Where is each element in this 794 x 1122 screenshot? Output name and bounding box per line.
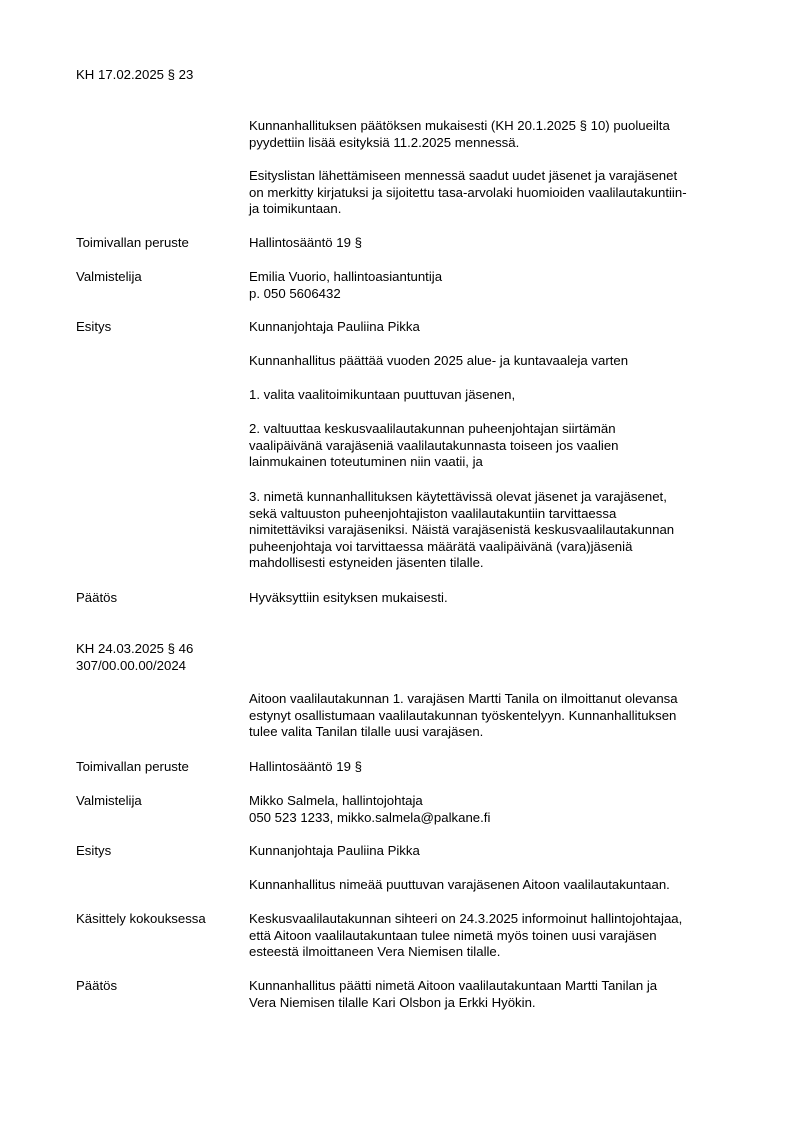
toimivalta-value: Hallintosääntö 19 § [249, 759, 362, 774]
text-line: ja toimikuntaan. [249, 201, 342, 217]
text-line: estynyt osallistumaan vaalilautakunnan työskentelyyn. Kunnanhallituksen [249, 707, 677, 723]
text-line: on merkitty kirjatuksi ja sijoitettu tasa-arvolaki huomioiden vaalilautakuntiin- [249, 184, 687, 200]
text-line: puheenjohtaja voi tarvittaessa määrätä vaalipäivänä (vara)jäseniä [249, 538, 633, 554]
text-line: Kunnanhallitus päätti nimetä Aitoon vaalilautakuntaan Martti Tanilan ja [249, 978, 658, 993]
text-line: Kunnanhallituksen päätöksen mukaisesti (KH 20.1.2025 § 10) puolueilta [249, 118, 670, 133]
valmistelija-label: Valmistelija [76, 793, 142, 808]
section2-header: KH 24.03.2025 § 46 [76, 641, 194, 656]
text-line: Keskusvaalilautakunnan sihteeri on 24.3.2025 informoinut hallintojohtajaa, [249, 911, 683, 926]
paatos-value: Hyväksyttiin esityksen mukaisesti. [249, 590, 448, 605]
text-line: mahdollisesti estyneiden jäsenten tilalle. [249, 555, 484, 571]
text-line: vaalipäivänä varajäseniä vaalilautakunnasta toiseen jos vaalien [249, 437, 619, 453]
text-line: että Aitoon vaalilautakuntaan tulee nimetä myös toinen uusi varajäsen [249, 927, 657, 943]
section2-diary-number: 307/00.00.00/2024 [76, 657, 187, 673]
esitys-value: Kunnanjohtaja Pauliina Pikka [249, 843, 420, 858]
valmistelija-label: Valmistelija [76, 269, 142, 284]
text-line: tulee valita Tanilan tilalle uusi varajäsen. [249, 724, 484, 740]
text-line: Vera Niemisen tilalle Kari Olsbon ja Erkki Hyökin. [249, 994, 536, 1010]
toimivalta-label: Toimivallan peruste [76, 235, 189, 250]
text-line: Kunnanhallitus nimeää puuttuvan varajäsenen Aitoon vaalilautakuntaan. [249, 877, 670, 892]
valmistelija-phone: p. 050 5606432 [249, 285, 341, 301]
valmistelija-name: Mikko Salmela, hallintojohtaja [249, 793, 423, 808]
valmistelija-name: Emilia Vuorio, hallintoasiantuntija [249, 269, 443, 284]
paatos-label: Päätös [76, 978, 118, 993]
text-line: lainmukainen toteutuminen niin vaatii, ja [249, 454, 483, 470]
text-line: esteestä ilmoittaneen Vera Niemisen tilalle. [249, 944, 501, 960]
esitys-label: Esitys [76, 843, 112, 858]
text-line: sekä valtuuston puheenjohtajiston vaalilautakuntiin tarvittaessa [249, 505, 617, 521]
toimivalta-label: Toimivallan peruste [76, 759, 189, 774]
esitys-label: Esitys [76, 319, 112, 334]
toimivalta-value: Hallintosääntö 19 § [249, 235, 362, 250]
text-line: Aitoon vaalilautakunnan 1. varajäsen Martti Tanila on ilmoittanut olevansa [249, 691, 678, 706]
kasittely-label: Käsittely kokouksessa [76, 911, 206, 926]
text-line: nimitettäviksi varajäseniksi. Näistä varajäsenistä keskusvaalilautakunnan [249, 522, 675, 538]
text-line: 2. valtuuttaa keskusvaalilautakunnan puheenjohtajan siirtämän [249, 421, 616, 436]
text-line: pyydettiin lisää esityksiä 11.2.2025 mennessä. [249, 134, 520, 150]
section1-header: KH 17.02.2025 § 23 [76, 67, 194, 82]
valmistelija-contact: 050 523 1233, mikko.salmela@palkane.fi [249, 809, 491, 825]
text-line: Esityslistan lähettämiseen mennessä saadut uudet jäsenet ja varajäsenet [249, 168, 678, 183]
esitys-value: Kunnanjohtaja Pauliina Pikka [249, 319, 420, 334]
text-line: 3. nimetä kunnanhallituksen käytettävissä olevat jäsenet ja varajäsenet, [249, 489, 667, 504]
paatos-label: Päätös [76, 590, 118, 605]
text-line: Kunnanhallitus päättää vuoden 2025 alue- ja kuntavaaleja varten [249, 353, 629, 368]
text-line: 1. valita vaalitoimikuntaan puuttuvan jäsenen, [249, 387, 516, 402]
